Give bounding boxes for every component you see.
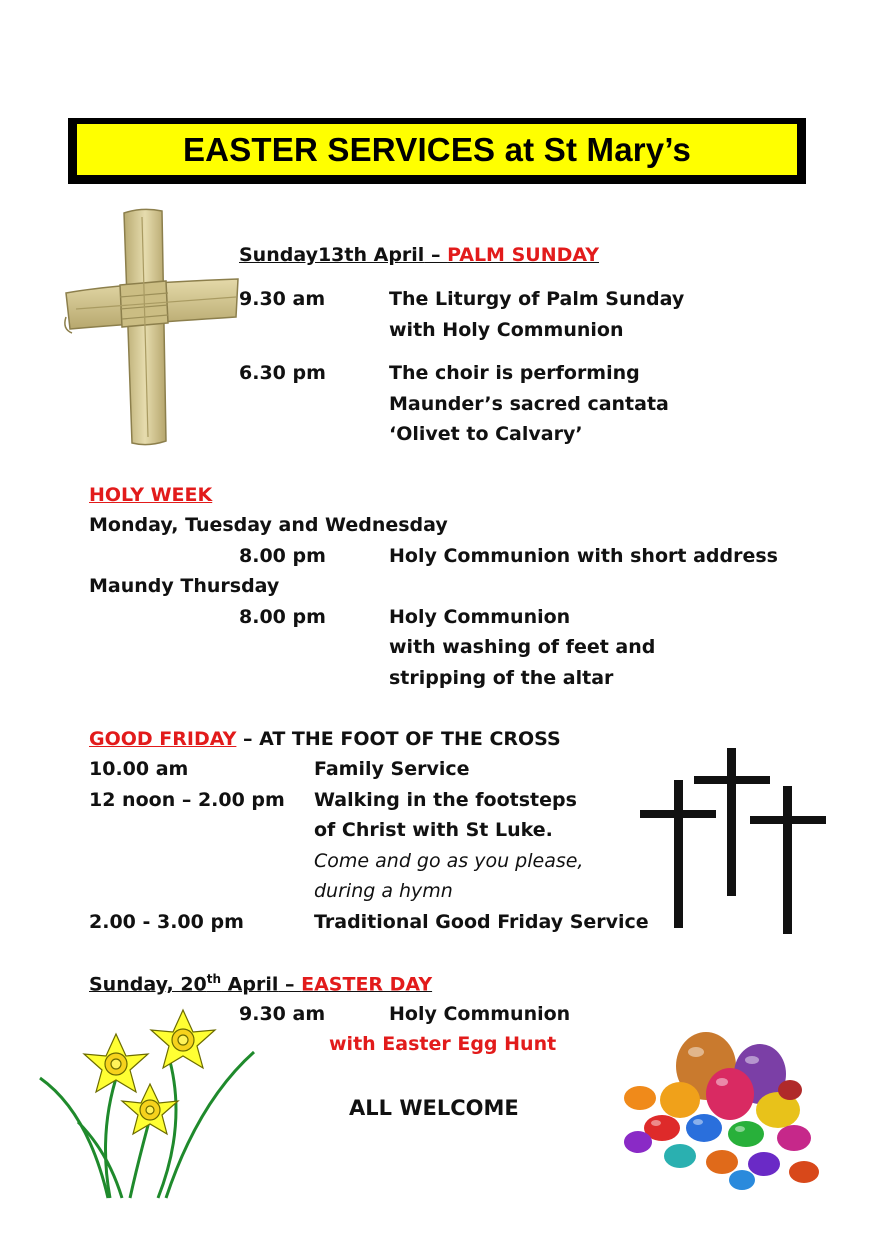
holy-week-service-2-line-3: stripping of the altar bbox=[389, 667, 614, 689]
holy-week-service-2-line-2: with washing of feet and bbox=[389, 636, 656, 658]
easter-day-date-prefix: Sunday, 20 bbox=[89, 973, 207, 996]
holy-week-days-2: Maundy Thursday bbox=[89, 575, 280, 597]
good-friday-name: GOOD FRIDAY bbox=[89, 728, 237, 750]
page-title: EASTER SERVICES at St Mary’s bbox=[182, 130, 692, 168]
holy-week-service-1: Holy Communion with short address bbox=[389, 545, 778, 567]
holy-week-time-1: 8.00 pm bbox=[239, 545, 326, 567]
easter-day-time: 9.30 am bbox=[239, 1003, 326, 1025]
easter-day-dash: – bbox=[278, 973, 302, 996]
palm-service-2-line-2: Maunder’s sacred cantata bbox=[389, 393, 669, 415]
daffodils-icon bbox=[38, 1002, 258, 1200]
palm-service-2-line-3: ‘Olivet to Calvary’ bbox=[389, 423, 583, 445]
palm-sunday-name: PALM SUNDAY bbox=[447, 244, 600, 266]
palm-cross-icon bbox=[62, 205, 242, 450]
holy-week-service-2-line-1: Holy Communion bbox=[389, 606, 571, 628]
palm-service-2-line-1: The choir is performing bbox=[389, 362, 640, 384]
good-friday-service-1-line-1: Family Service bbox=[314, 758, 470, 780]
easter-eggs-icon bbox=[610, 1030, 830, 1195]
easter-day-date-sup: th bbox=[206, 972, 222, 986]
good-friday-service-3-line-1: Traditional Good Friday Service bbox=[314, 911, 649, 933]
easter-day-extra: with Easter Egg Hunt bbox=[329, 1033, 557, 1055]
easter-day-date-suffix: April bbox=[221, 973, 279, 996]
good-friday-service-2-italic-1: Come and go as you please, bbox=[314, 850, 584, 872]
palm-service-1-line-2: with Holy Communion bbox=[389, 319, 624, 341]
good-friday-heading bbox=[89, 728, 561, 751]
three-crosses-icon bbox=[638, 746, 826, 936]
palm-sunday-date: Sunday13th April bbox=[239, 244, 425, 266]
easter-day-heading bbox=[89, 972, 432, 996]
good-friday-subheading: – AT THE FOOT OF THE CROSS bbox=[236, 728, 561, 750]
all-welcome: ALL WELCOME bbox=[349, 1096, 519, 1120]
holy-week-heading: HOLY WEEK bbox=[89, 484, 213, 506]
palm-sunday-dash: – bbox=[424, 244, 448, 266]
good-friday-service-3-time: 2.00 - 3.00 pm bbox=[89, 911, 244, 933]
good-friday-service-1-time: 10.00 am bbox=[89, 758, 189, 780]
palm-service-2-time: 6.30 pm bbox=[239, 362, 326, 384]
holy-week-days-1: Monday, Tuesday and Wednesday bbox=[89, 514, 448, 536]
title-banner bbox=[68, 118, 806, 184]
palm-service-1-time: 9.30 am bbox=[239, 288, 326, 310]
good-friday-service-2-italic-2: during a hymn bbox=[314, 880, 453, 902]
palm-sunday-heading bbox=[239, 244, 599, 267]
easter-day-name: EASTER DAY bbox=[301, 973, 433, 996]
easter-day-service: Holy Communion bbox=[389, 1003, 571, 1025]
holy-week-time-2: 8.00 pm bbox=[239, 606, 326, 628]
good-friday-service-2-line-2: of Christ with St Luke. bbox=[314, 819, 553, 841]
palm-service-1-line-1: The Liturgy of Palm Sunday bbox=[389, 288, 685, 310]
good-friday-service-2-line-1: Walking in the footsteps bbox=[314, 789, 577, 811]
good-friday-service-2-time: 12 noon – 2.00 pm bbox=[89, 789, 285, 811]
